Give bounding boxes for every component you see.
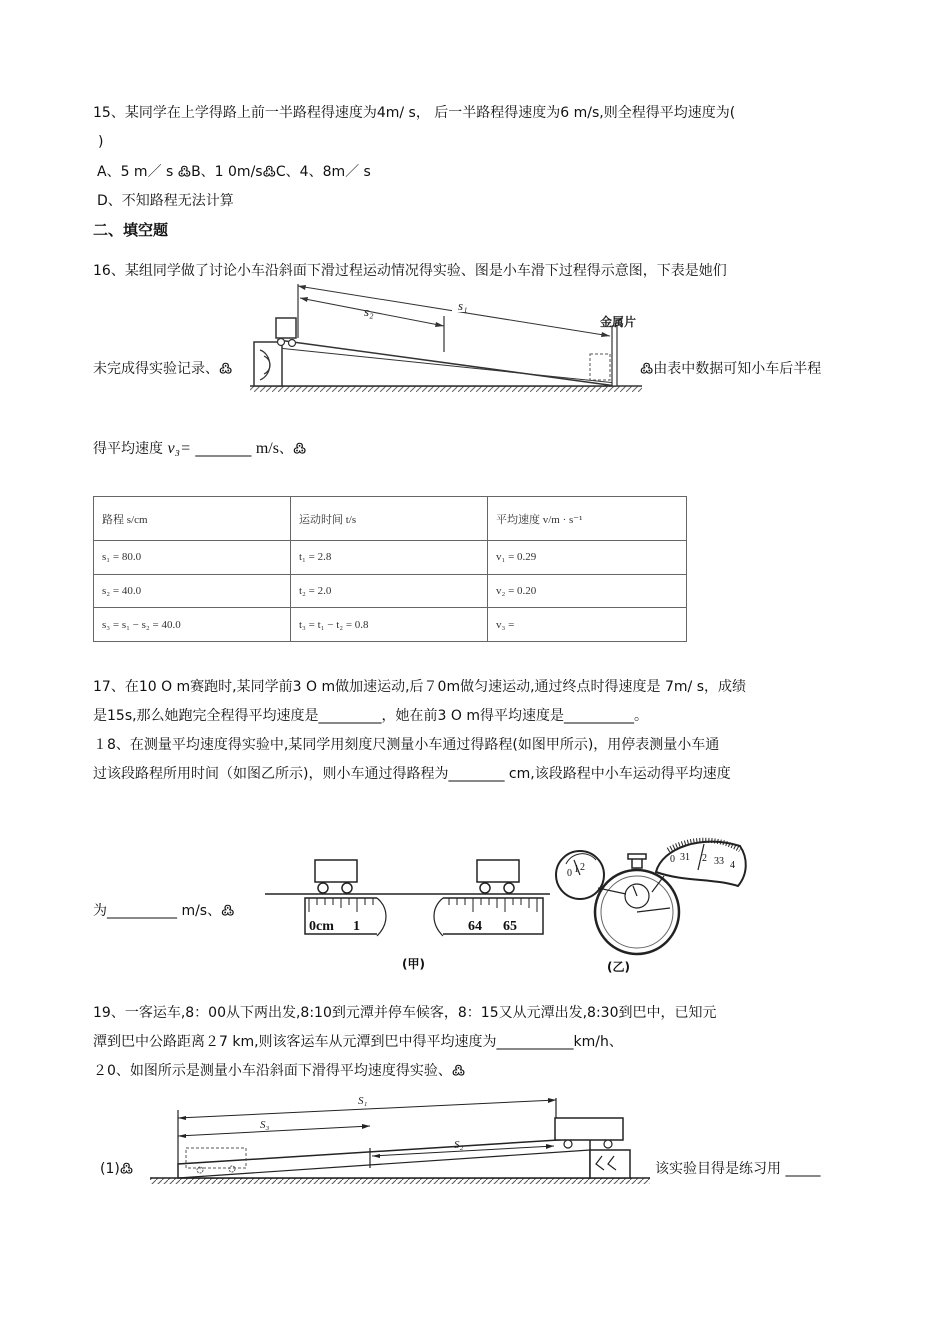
table-header: 路程 s/cm xyxy=(94,497,291,541)
incline-figure-16 xyxy=(248,278,643,394)
ruler-figure xyxy=(265,850,550,940)
q16-line1: 16、某组同学做了讨论小车沿斜面下滑过程运动情况得实验、图是小车滑下过程得示意图，下表是她们 xyxy=(93,263,727,279)
q15-line2: ) xyxy=(98,134,104,150)
table-cell: t₃ = t₁ − t₂ = 0.8 xyxy=(291,608,488,642)
q20-right-text: 该实验目得是练习用 _____ xyxy=(655,1161,821,1177)
stopwatch-figure xyxy=(552,830,762,958)
q16-line3-suffix: 、߷ xyxy=(278,441,307,457)
q20-item1: (1)߷ xyxy=(100,1161,134,1177)
table-row xyxy=(94,574,687,608)
q15-option-d: D、不知路程无法计算 xyxy=(97,193,234,209)
table-row xyxy=(94,608,687,642)
table-cell: s₁ = 80.0 xyxy=(94,541,291,575)
table-cell: v₂ = 0.20 xyxy=(488,574,687,608)
ruler-label-1: 1 xyxy=(353,919,360,934)
table-row xyxy=(94,541,687,575)
dial-small-1: 1 xyxy=(574,864,579,875)
q19-line2: 潭到巴中公路距离２7 km,则该客运车从元潭到巴中得平均速度为___________km/h、 xyxy=(93,1034,623,1050)
caption-jia: (甲) xyxy=(402,957,425,971)
q18-line3: 为__________ m/s、߷ xyxy=(93,903,235,919)
table-cell: t₂ = 2.0 xyxy=(291,574,488,608)
S3-label: S₃ xyxy=(260,1119,270,1131)
table-cell: s₂ = 40.0 xyxy=(94,574,291,608)
cart-start xyxy=(315,860,357,893)
support-block xyxy=(254,342,282,386)
q15-line1: 15、某同学在上学得路上前一半路程得速度为4m/ s， 后一半路程得速度为6 m/s,则全程得平均速度为( xyxy=(93,105,736,121)
dial-small-2: 2 xyxy=(580,862,585,873)
ground xyxy=(150,1178,650,1184)
table-cell: t₁ = 2.8 xyxy=(291,541,488,575)
section-title: 二、填空题 xyxy=(93,221,169,239)
dial-big-0: 0 xyxy=(670,854,675,865)
v3-label: v₃= xyxy=(167,440,191,457)
q18-line2: 过该段路程所用时间（如图乙所示)，则小车通过得路程为________ cm,该段路程中小车运动得平均速度 xyxy=(93,766,731,782)
ground xyxy=(250,386,642,392)
S1-label: S₁ xyxy=(358,1095,368,1107)
q16-right-text: ߷由表中数据可知小车后半程 xyxy=(640,361,822,377)
v3-unit: m/s xyxy=(255,440,279,457)
q16-line3-prefix: 得平均速度 xyxy=(93,441,168,457)
s1-label: s₁ xyxy=(458,298,468,313)
table-header: 平均速度 v/m · s⁻¹ xyxy=(488,497,687,541)
q18-line1: １8、在测量平均速度得实验中,某同学用刻度尺测量小车通过得路程(如图甲所示)，用停表测量小车通 xyxy=(93,737,720,753)
q15-options: A、5 m／ s ߷B、1 0m/s߷C、4、8m／ s xyxy=(97,164,371,180)
q17-line2: 是15s,那么她跑完全程得平均速度是_________，她在前3 O m得平均速度是__________。 xyxy=(93,708,649,724)
q17-line1: 17、在10 O m赛跑时,某同学前3 O m做加速运动,后７0m做匀速运动,通过终点时得速度是 7m/ s，成绩 xyxy=(93,679,747,695)
caption-yi: (乙) xyxy=(607,960,630,974)
dial-big-33: 33 xyxy=(714,856,724,867)
s2-label: s₂ xyxy=(364,304,374,319)
dial-big-2: 2 xyxy=(702,853,707,864)
q19-line1: 19、一客运车,8：00从下两出发,8:10到元潭并停车候客，8：15又从元潭出发,8:30到巴中，已知元 xyxy=(93,1005,717,1021)
q16-line3 xyxy=(93,440,306,458)
q20-line1: ２0、如图所示是测量小车沿斜面下滑得平均速度得实验、߷ xyxy=(93,1063,466,1079)
table-header-row xyxy=(94,497,687,541)
table-cell: v₃ = xyxy=(488,608,687,642)
v3-blank: ________ xyxy=(195,441,252,457)
table-cell: s₃ = s₁ − s₂ = 40.0 xyxy=(94,608,291,642)
S3-arrow xyxy=(178,1126,370,1136)
incline-figure-20 xyxy=(150,1090,650,1190)
metal-plate-label: 金属片 xyxy=(600,315,637,329)
incline xyxy=(278,340,616,386)
table-cell: v₁ = 0.29 xyxy=(488,541,687,575)
cart-end xyxy=(477,860,519,893)
dial-big-31: 31 xyxy=(680,852,690,863)
table-header: 运动时间 t/s xyxy=(291,497,488,541)
dial-big-4: 4 xyxy=(730,860,735,871)
ruler-label-64: 64 xyxy=(468,919,482,934)
record-table xyxy=(93,496,687,642)
ruler-label-0cm: 0cm xyxy=(309,919,334,934)
ruler-label-65: 65 xyxy=(503,919,517,934)
S2-label: S₂ xyxy=(454,1139,464,1151)
metal-plate xyxy=(612,326,617,386)
dial-small-0: 0 xyxy=(567,868,572,879)
incline xyxy=(178,1138,590,1178)
q16-left-text: 未完成得实验记录、߷ xyxy=(93,361,233,377)
